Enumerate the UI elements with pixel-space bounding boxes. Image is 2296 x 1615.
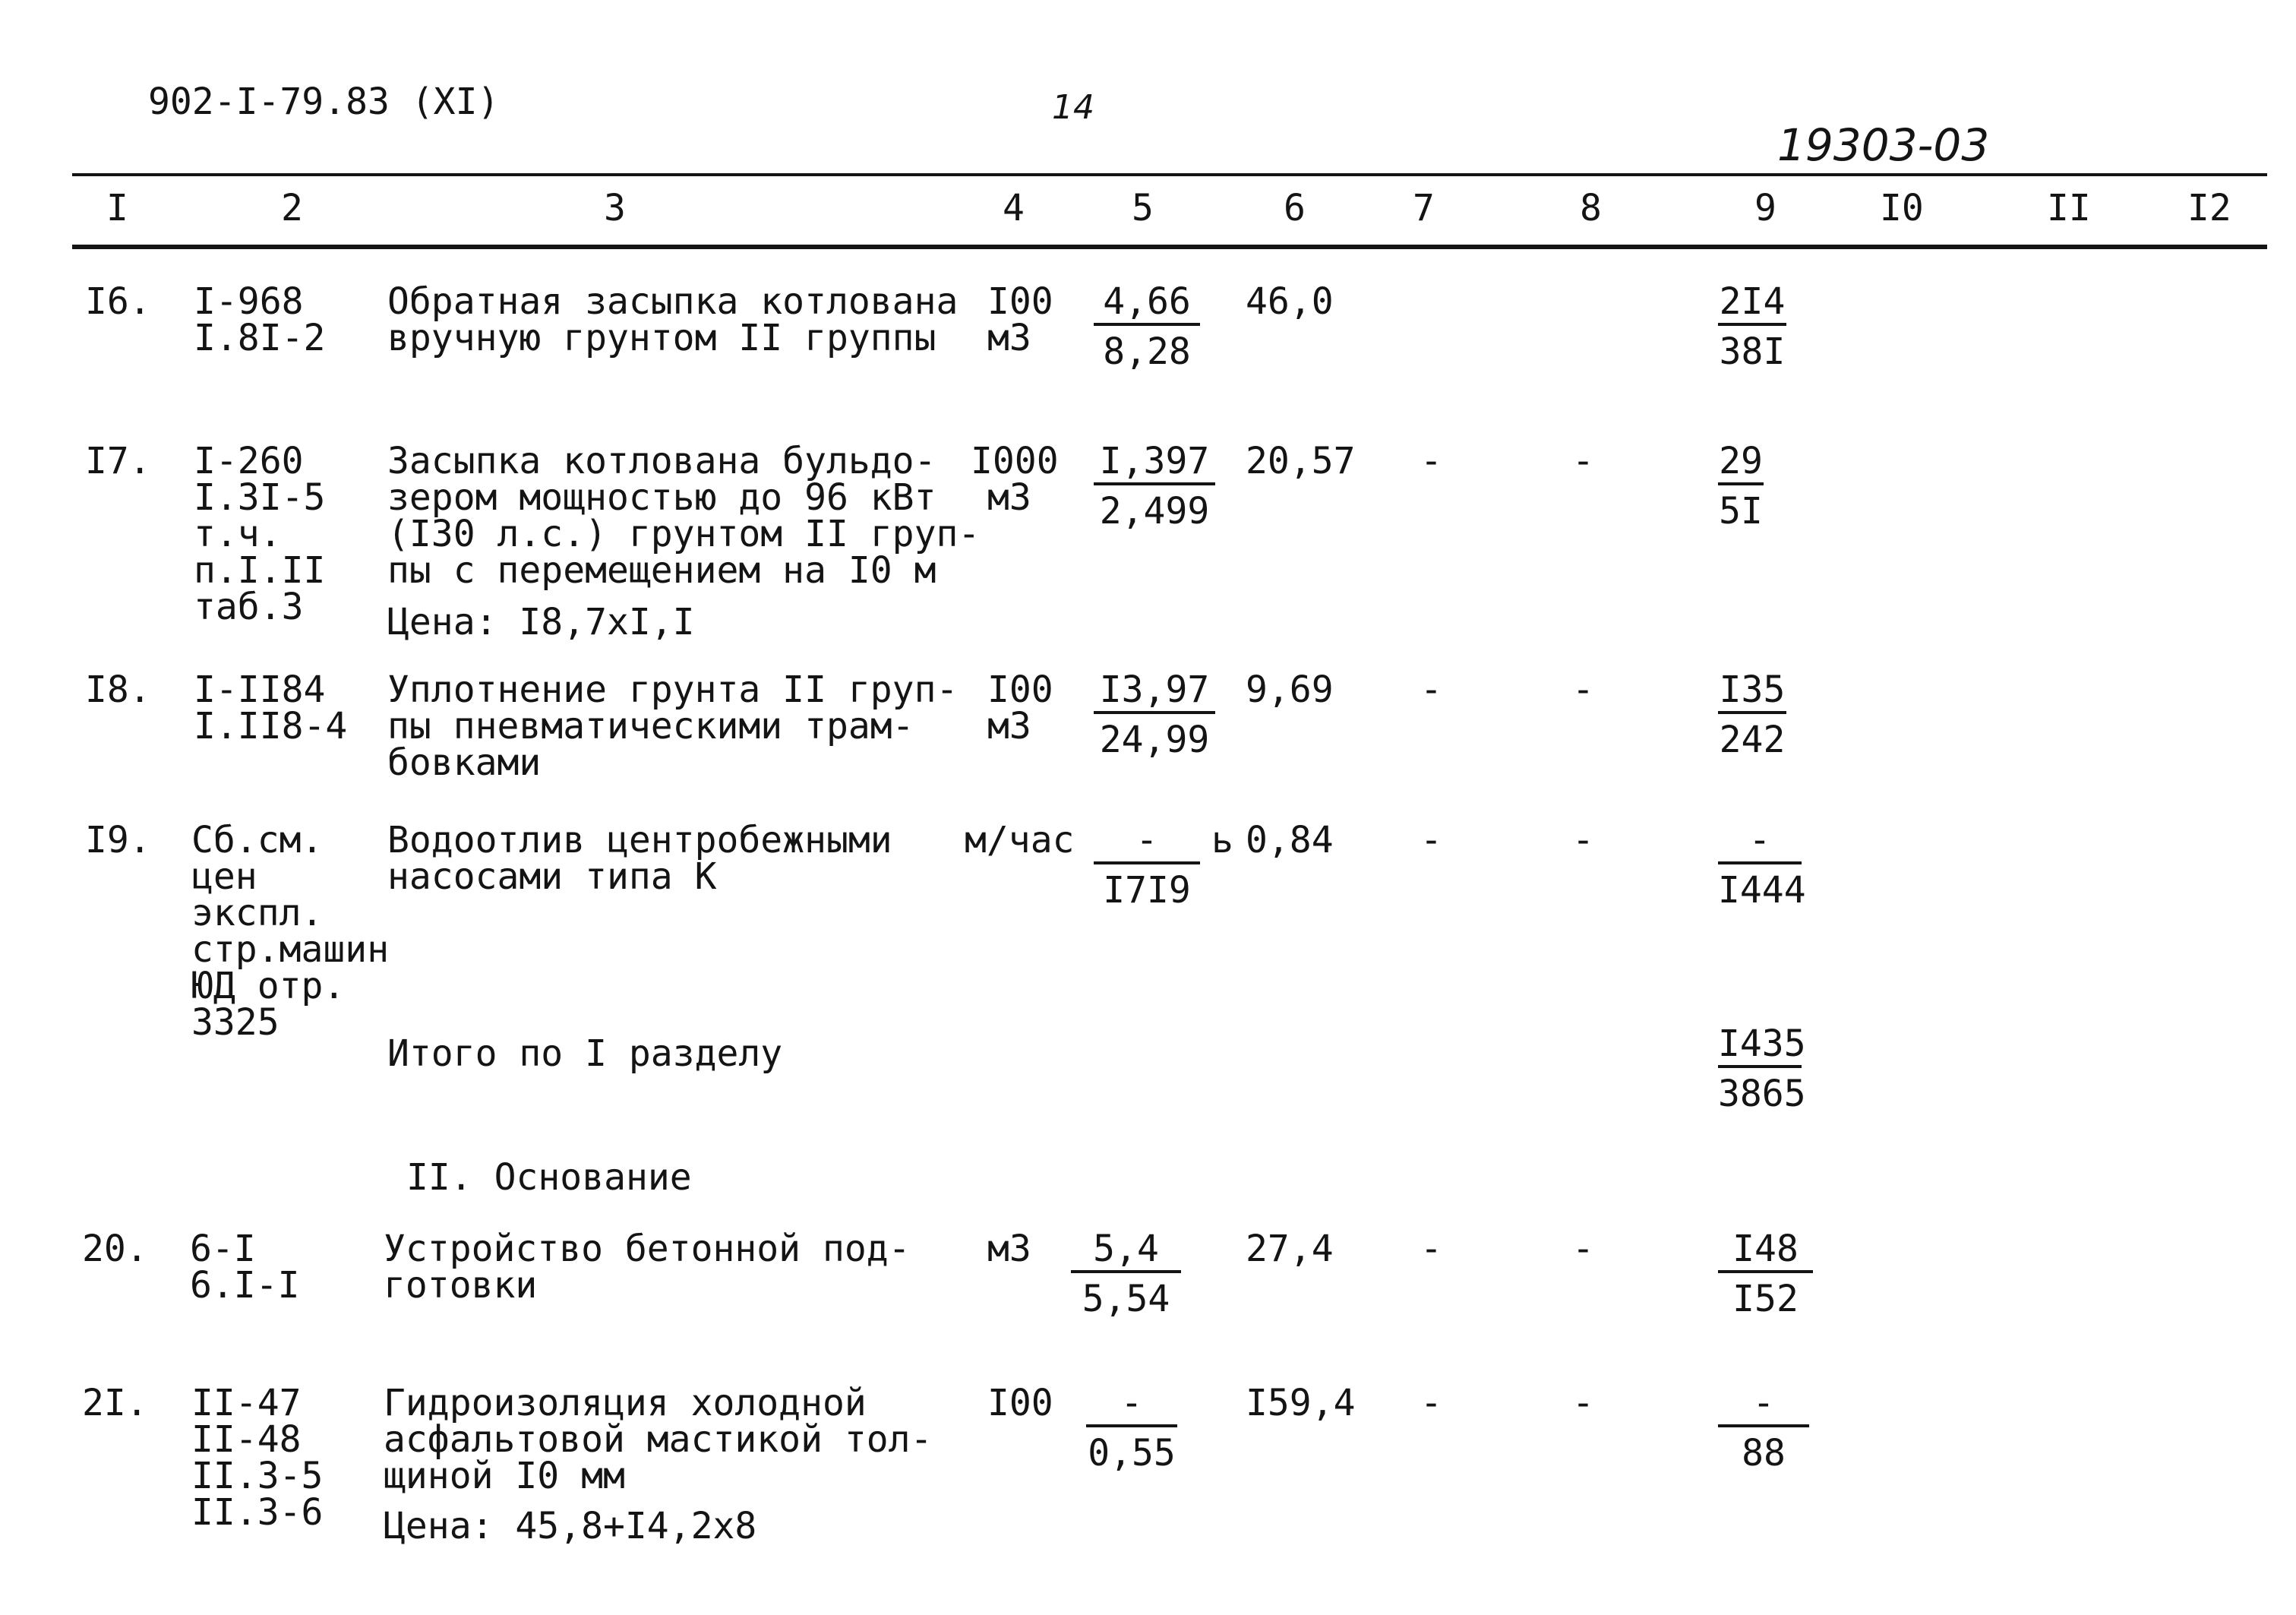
document-code: 902-I-79.83 (XI) [148,81,500,123]
unit-of-measure: I00 м3 [987,280,1053,359]
norm-reference: I-260 I.3I-5 т.ч. п.I.II таб.3 [194,440,326,628]
row-number: I7. [85,440,151,482]
column-header-12: I2 [2187,187,2231,229]
unit-cost-fraction: - 0,55 [1086,1385,1177,1471]
total-cost-fraction: $\frac{I48}{I52}$ [1718,1231,1813,1317]
column-header-9: 9 [1754,187,1776,229]
row-number: 20. [82,1228,148,1270]
dash-col7: - [1420,440,1442,482]
dash-col8: - [1572,1382,1594,1424]
unit-of-measure: м3 [987,1228,1031,1270]
dash-col7: - [1420,668,1442,711]
column-header-2: 2 [281,187,303,229]
column-header-8: 8 [1580,187,1602,229]
quantity: 46,0 [1246,280,1334,323]
unit-cost-fraction: $\frac{I,397}{2,499}$ [1094,443,1215,529]
price-note: Цена: 45,8+I4,2x8 [384,1505,757,1547]
column-header-11: II [2047,187,2091,229]
unit-cost-fraction: $\frac{4,66}{8,28}$ [1094,283,1200,370]
table-top-rule [72,173,2267,176]
norm-reference: I-968 I.8I-2 [194,280,326,359]
total-cost-fraction: $\frac{29}{5I}$ [1719,440,1763,533]
row-number: 2I. [82,1382,148,1424]
unit-of-measure: I00 м3 [987,668,1053,747]
dash-col7: - [1420,1228,1442,1270]
norm-reference: I-II84 I.II8-4 [194,668,348,747]
unit-cost-fraction: $\frac{I3,97}{24,99}$ [1094,672,1215,758]
work-description: Засыпка котлована бульдо- зером мощностью до 96 кВт (I30 л.с.) грунтом II груп- пы с перемещением на I0 м [387,440,981,592]
subtotal-fraction: $\frac{I435}{3865}$ [1718,1022,1806,1115]
work-description: Гидроизоляция холодной асфальтовой мастикой тол- щиной I0 мм [384,1382,933,1497]
unit-of-measure: м/час [965,819,1075,861]
dash-col7: - [1420,1382,1442,1424]
row-number: I8. [85,668,151,711]
quantity: 27,4 [1246,1228,1334,1270]
quantity: I59,4 [1246,1382,1356,1424]
section-title: II. Основание [406,1156,692,1199]
work-description: Водоотлив центробежными насосами типа К [387,819,892,898]
total-cost-fraction: - 88 [1718,1385,1809,1471]
column-header-1: I [106,187,128,229]
dash-col8: - [1572,668,1594,711]
work-description: Устройство бетонной под- готовки [384,1228,911,1307]
norm-reference: II-47 II-48 II.3-5 II.3-6 [191,1382,324,1534]
table-header-rule [72,245,2267,249]
column-header-5: 5 [1132,187,1154,229]
subtotal-label: Итого по I разделу [387,1032,783,1075]
page-number: 14 [1052,88,1094,127]
norm-reference: Сб.см. цен экспл. стр.машин ЮД отр. 3325 [191,819,390,1044]
total-cost-fraction: - I444 [1718,819,1806,912]
dash-col8: - [1572,440,1594,482]
column-header-7: 7 [1413,187,1435,229]
unit-cost-fraction: $\frac{5,4}{5,54}$ [1071,1231,1181,1317]
quantity: 20,57 [1246,440,1356,482]
work-description: Уплотнение грунта II груп- пы пневматическими трам- бовками [387,668,959,784]
work-description: Обратная засыпка котлована вручную грунтом II группы [387,280,959,359]
unit-of-measure: I000 м3 [971,440,1059,519]
price-note: Цена: I8,7xI,I [387,601,695,643]
dash-col8: - [1572,1228,1594,1270]
norm-reference: 6-I 6.I-I [190,1228,300,1307]
row-number: I6. [85,280,151,323]
handwritten-mark: ь [1211,819,1233,861]
column-header-4: 4 [1003,187,1025,229]
unit-cost-fraction: - I7I9 [1094,822,1200,909]
dash-col7: - [1420,819,1442,861]
sheet-code: 19303-03 [1777,119,1990,171]
column-header-10: I0 [1880,187,1924,229]
unit-of-measure: I00 [987,1382,1053,1424]
quantity: 0,84 [1246,819,1334,861]
row-number: I9. [85,819,151,861]
total-cost-fraction: $\frac{2I4}{38I}$ [1719,280,1786,373]
dash-col8: - [1572,819,1594,861]
total-cost-fraction: $\frac{I35}{242}$ [1719,668,1786,761]
quantity: 9,69 [1246,668,1334,711]
column-header-3: 3 [604,187,626,229]
column-header-6: 6 [1284,187,1306,229]
